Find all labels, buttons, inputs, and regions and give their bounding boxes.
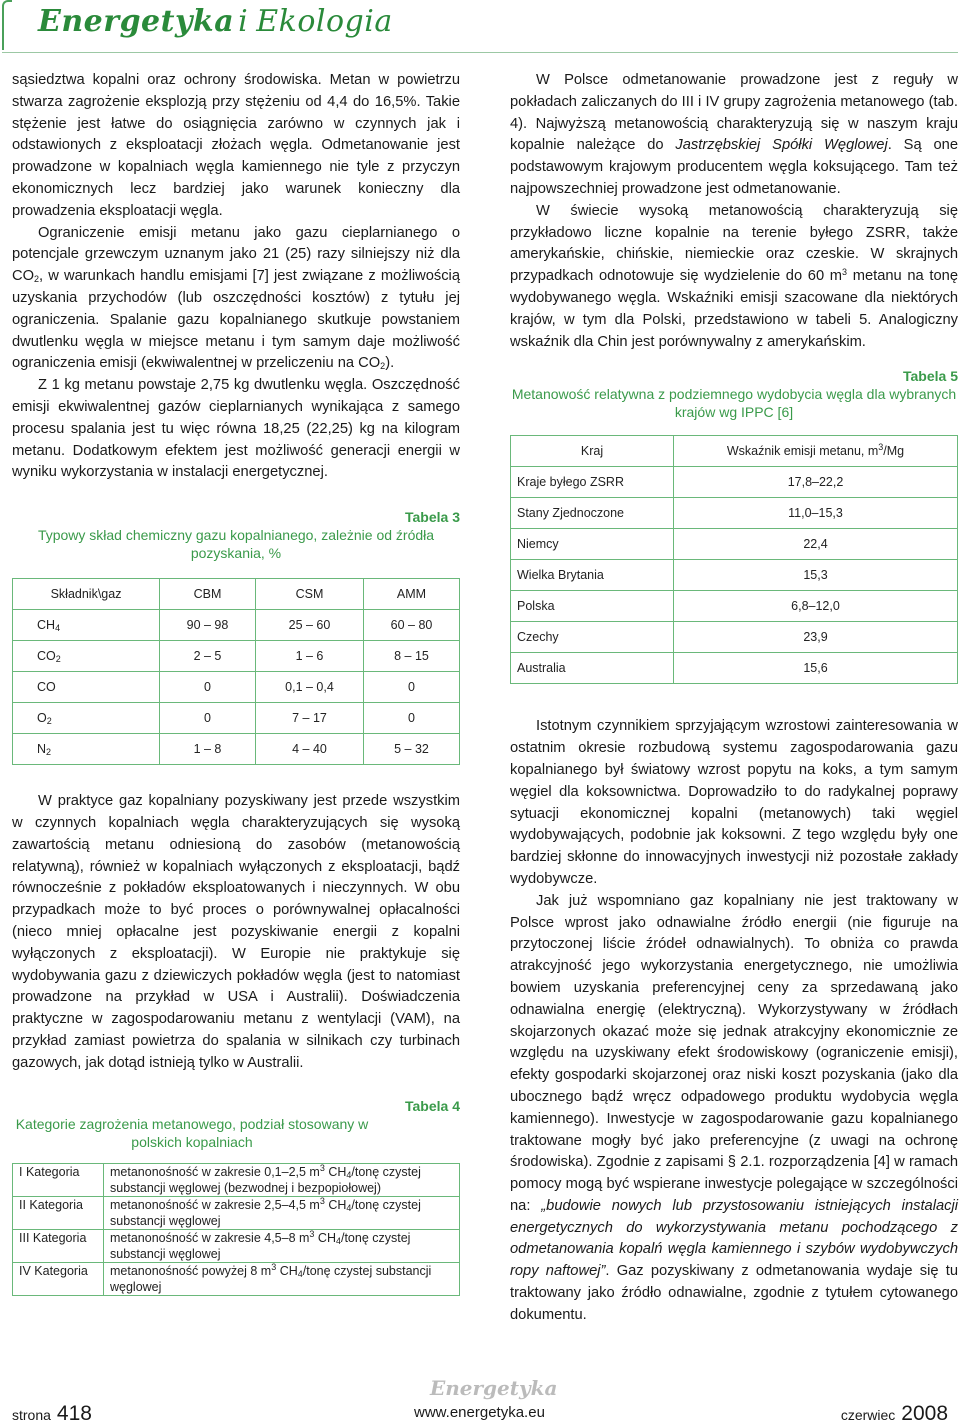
- table3: [12, 578, 460, 765]
- paragraph: Jak już wspomniano gaz kopalniany nie jest traktowany w Polsce wprost jako odnawialne źródło energii (nie figuruje na przytoczonej liście źródeł odnawialnych). To obniża co prawda atrakcyjność jego wykorzystania energetycznego, nie umożliwia bowiem uzyskania preferencyjnej ceny za sprzedawaną jako odnawialna energię (elektryczną). Wykorzystywany w źródłach skojarzonych okazać może się jednak atrakcyjny ekonomicznie ze względu na uzyskiwany efekt środowiskowy (ograniczenie emisji), efekty gospodarki skojarzonej oraz niski koszt pozyskania (jako dla ubocznego bądź wręcz odpadowego produktu wydobycia węgla kamiennego). Inwestycje w zagospodarowanie gazu kopalnianego traktowane mogły być jako preferencyjne (z uwagi na ochronę środowiska). Zgodnie z zapisami § 2.1. rozporządzenia [4] w ramach pomocy mogą być wspierane inwestycje polegające w szczególności na: „budowie nowych lub przystosowaniu istniejących instalacji energetycznych do wykorzystywania metanu pochodzącego z odmetanowania kopalń węgla kamiennego i szybów wydobywczych ropy naftowej”. Gaz pozyskiwany z odmetanowania wydaje się tu traktowany jako źródło odnawialne, zgodnie z tytułem cytowanego dokumentu.: [510, 892, 959, 1323]
- header-rule: [2, 52, 958, 53]
- table-header-row: Składnik\gaz CBM CSM AMM: [13, 579, 460, 610]
- left-column: [12, 70, 460, 1296]
- page-header: [0, 0, 960, 54]
- paragraph: Istotnym czynnikiem sprzyjającym wzrostowi zainteresowania w ostatnim okresie rozbudową systemu zagospodarowania gazu kopalnianego był światowy wzrost popytu na koks, a tym samym węgiel dla koksownictwa. Doprowadziło to do radykalnej poprawy sytuacji ekonomicznej kopalni (metanowych) taki węgiel wydobywających, podobnie jak koksowni. Z tego względu były one bardziej skłonne do innowacyjnych inwestycji niż pozostałe zakłady wydobywcze.: [510, 718, 958, 887]
- paragraph: Ograniczenie emisji metanu jako gazu cieplarnianego o potencjale grzewczym uznanym jako 21 (25) razy silniejszy niż dla $CO_2$, w warunkach handlu emisjami [7] jest związane z możliwością uzyskania przychodów (lub oszczędności kosztów) z tytułu jej ograniczenia. Spalanie gazu kopalnianego skutkuje powstaniem dwutlenku węgla w miejsce metanu i tym samym daje możliwość ograniczenia emisji (ekwiwalentnej w przeliczeniu na $CO_2$).: [12, 224, 460, 372]
- paragraph: W Polsce odmetanowanie prowadzone jest z reguły w pokładach zaliczanych do III i IV grupy zagrożenia metanowego (tab. 4). Najwyższą metanowością charakteryzują się w naszym kraju kopalnie należące do Jastrzębskiej Spółki Węglowej. Są one podstawowym krajowym producentem węgla koksującego. Tam też najpowszechniej prowadzone jest odmetanowanie.: [510, 72, 958, 197]
- table5-caption: Metanowość relatywna z podziemnego wydobycia węgla dla wybranych krajów wg IPPC [6]: [511, 386, 957, 421]
- table-row: $CH_4$ 90 – 98 25 – 60 60 – 80: [13, 610, 460, 641]
- table-row: II Kategoria metanonośność w zakresie 2,5–4,5 $m^3$ $CH_4$/tonę czystej substancji węglowej: [13, 1196, 460, 1229]
- table5: [510, 435, 958, 684]
- table-row: Wielka Brytania 15,3: [511, 560, 958, 591]
- right-column: [510, 70, 958, 1327]
- table-row: $O_2$ 0 7 – 17 0: [13, 703, 460, 734]
- table4-number: Tabela 4: [405, 1097, 460, 1114]
- table3-caption: Typowy skład chemiczny gazu kopalnianego, zależnie od źródła pozyskania, %: [37, 527, 435, 562]
- page-number: strona 418: [12, 1402, 92, 1425]
- table-row: Niemcy 22,4: [511, 529, 958, 560]
- table-header-row: Kraj Wskaźnik emisji metanu, $m^3/Mg$: [511, 436, 958, 467]
- table-row: Stany Zjednoczone 11,0–15,3: [511, 498, 958, 529]
- table-row: I Kategoria metanonośność w zakresie 0,1–2,5 $m^3$ $CH_4$/tonę czystej substancji węglowej (bezwodnej i bezpopiołowej): [13, 1163, 460, 1196]
- header-bracket-decoration: [2, 0, 12, 50]
- table-row: Czechy 23,9: [511, 622, 958, 653]
- table4: [12, 1163, 460, 1296]
- page-footer: [0, 1368, 960, 1425]
- journal-logo: Energetyka i Ekologia: [38, 4, 393, 39]
- table-row: $N_2$ 1 – 8 4 – 40 5 – 32: [13, 734, 460, 765]
- table-row: CO 0 0,1 – 0,4 0: [13, 672, 460, 703]
- table-row: Polska 6,8–12,0: [511, 591, 958, 622]
- issue-date: czerwiec 2008: [840, 1402, 948, 1425]
- table4-caption: Kategorie zagrożenia metanowego, podział stosowany w polskich kopalniach: [15, 1115, 369, 1150]
- paragraph: W praktyce gaz kopalniany pozyskiwany jest przede wszystkim w czynnych kopalniach węgla charakteryzujących się wysoką zawartością metanu odniesioną do zasobów (metanowością relatywną), również w kopalniach wyłączonych z eksploatacji, bądź równocześnie z pokładów eksploatowanych i nieczynnych. W obu przypadkach może to być proces o porównywalnej opłacalności (nieco mniej opłacalne jest pozyskiwanie energii z kopalni wyłączonych z eksploatacji). W Europie nie praktykuje się wydobywania gazu z dziewiczych pokładów węgla (jest to natomiast prowadzone na przykład w USA i Australii). Doświadczenia praktyczne w zagospodarowaniu metanu z wentylacji (VAM), na przykład zamiast powietrza do spalania w silnikach czy turbinach gazowych, jak dotąd istnieją tylko w Australii.: [12, 793, 460, 1071]
- table-row: Kraje byłego ZSRR 17,8–22,2: [511, 467, 958, 498]
- paragraph: W świecie wysoką metanowością charakteryzują się przykładowo liczne kopalnie na terenie byłego ZSRR, także amerykańskie, chińskie, niemieckie oraz czeskie. W skrajnych przypadkach odnotowuje się wydzielenie do 60 $m^3$ metanu na tonę wydobywanego węgla. Wskaźniki emisji szacowane dla niektórych krajów, w tym dla Polski, przedstawiono w tabeli 5. Analogiczny wskaźnik dla Chin jest porównywalny z amerykańskim.: [510, 202, 958, 350]
- table5-number: Tabela 5: [903, 368, 958, 385]
- table-row: $CO_2$ 2 – 5 1 – 6 8 – 15: [13, 641, 460, 672]
- table-row: Australia 15,6: [511, 653, 958, 684]
- paragraph: Z 1 kg metanu powstaje 2,75 kg dwutlenku węgla. Oszczędność emisji ekwiwalentnej gazów cieplarnianych wynikająca z samego procesu spalania jest tu więc równa 18,25 (22,25) kg na kilogram metanu. Dodatkowym efektem jest możliwość generacji energii w wyniku wykorzystania w instalacji energetycznej.: [12, 377, 460, 481]
- paragraph: sąsiedztwa kopalni oraz ochrony środowiska. Metan w powietrzu stwarza zagrożenie eksplozją przy stężeniu od 4,4 do 16,5%. Takie stężenie jest łatwe do osiągnięcia zarówno w czynnych jak i odstawionych z eksploatacji złożach węgla. Odmetanowanie jest prowadzone w kopalniach węgla kamiennego nie tyle z przyczyn ekonomicznych lecz bardziej jako warunek konieczny dla prowadzenia eksploatacji węgla.: [12, 72, 460, 219]
- website-link[interactable]: www.energetyka.eu: [414, 1404, 545, 1421]
- table3-number: Tabela 3: [405, 509, 460, 526]
- table-row: III Kategoria metanonośność w zakresie 4,5–8 $m^3$ $CH_4$/tonę czystej substancji węglowej: [13, 1229, 460, 1262]
- table-row: IV Kategoria metanonośność powyżej 8 $m^3$ $CH_4$/tonę czystej substancji węglowej: [13, 1262, 460, 1295]
- footer-logo: Energetyka: [430, 1376, 558, 1400]
